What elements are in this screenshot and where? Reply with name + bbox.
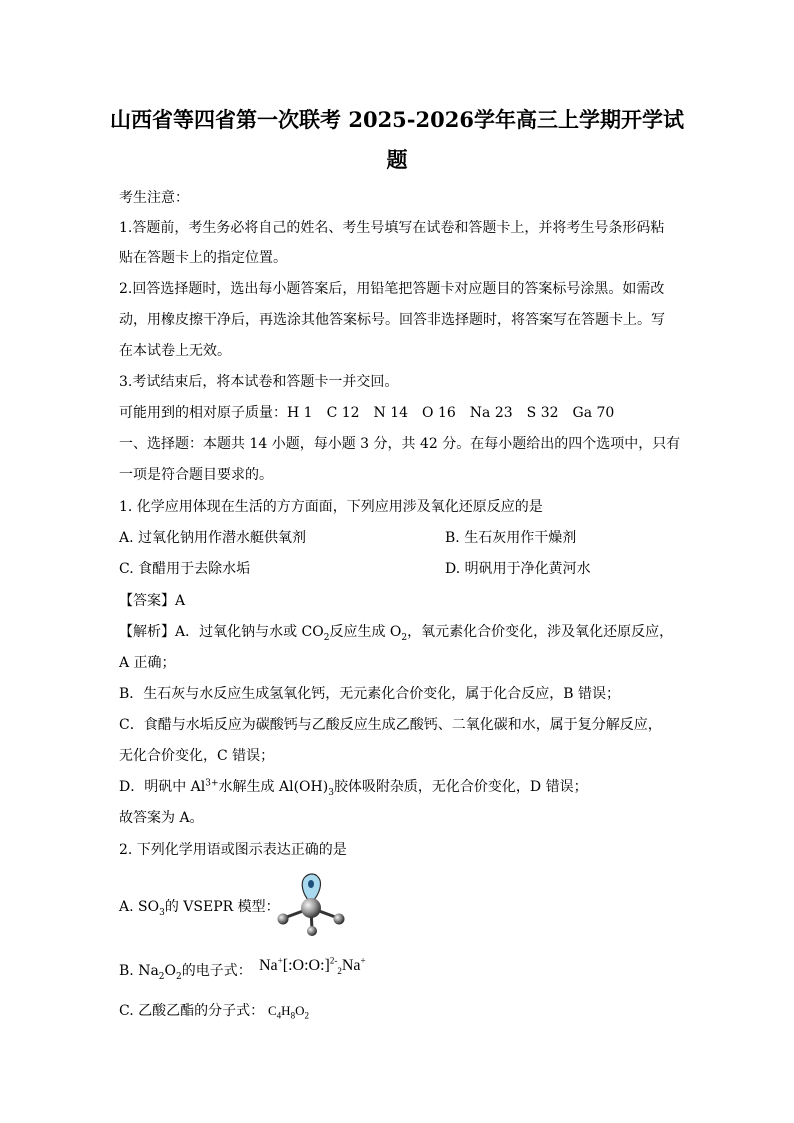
q2-b-sub1: 2 (158, 971, 165, 982)
expl-d-sup: 3+ (205, 778, 219, 789)
exam-title-line2: 题 (386, 147, 408, 172)
f-h: H (281, 1003, 291, 1018)
notice-item-1b: 贴在答题卡上的指定位置。 (119, 250, 287, 266)
na-right-charge: + (360, 955, 366, 966)
q1-stem: 1. 化学应用体现在生活的方方面面，下列应用涉及氧化还原反应的是 (119, 499, 543, 515)
q2-stem: 2. 下列化学用语或图示表达正确的是 (119, 842, 347, 858)
expl-a-sub1: 2 (323, 632, 330, 643)
q2-b-mid: O (164, 963, 177, 979)
bracket-open: [ (282, 957, 289, 974)
expl-a-post: ，氧元素化合价变化，涉及氧化还原反应， (407, 624, 674, 640)
section1-intro-b: 一项是符合题目要求的。 (119, 467, 273, 483)
q1-option-b: B. 生石灰用作干燥剂 (445, 530, 577, 546)
q1-explanation-c2: 无化合价变化，C 错误； (119, 748, 275, 764)
notice-item-2a: 2.回答选择题时，选出每小题答案后，用铅笔把答题卡对应题目的答案标号涂黑。如需改 (119, 281, 665, 297)
na-left: Na (259, 957, 278, 974)
q2-b-sub2: 2 (176, 971, 182, 982)
f-c-sub: 4 (276, 1010, 282, 1021)
expl-d-pre: D．明矾中 Al (119, 779, 206, 795)
section1-intro-a: 一、选择题：本题共 14 小题，每小题 3 分，共 42 分。在每小题给出的四个选项中，只有 (119, 436, 681, 452)
f-o: O (295, 1003, 305, 1018)
q1-answer: 【答案】A (119, 593, 186, 609)
bracket-close: ] (324, 957, 330, 974)
q2-b-post: 的电子式： (181, 963, 252, 979)
q1-option-c: C. 食醋用于去除水垢 (119, 561, 251, 577)
expl-a-mid: 反应生成 O (329, 624, 402, 640)
peroxide-charge: 2- (329, 955, 338, 966)
na-left-charge: + (277, 955, 283, 966)
q1-explanation-a2: A 正确； (119, 655, 176, 671)
f-c: C (268, 1003, 277, 1018)
q1-explanation-d (119, 777, 588, 797)
peroxide-count: 2 (337, 966, 342, 977)
f-h-sub: 8 (290, 1010, 296, 1021)
q2-option-b (119, 961, 252, 981)
q1-explanation-c1: C．食醋与水垢反应为碳酸钙与乙酸反应生成乙酸钙、二氧化碳和水，属于复分解反应， (119, 717, 662, 733)
expl-d-sub: 3 (328, 787, 334, 798)
peroxide-core: :O:O: (288, 957, 325, 974)
atomic-masses: 可能用到的相对原子质量：H 1 C 12 N 14 O 16 Na 23 S 32 Ga 70 (119, 405, 615, 421)
q2-option-c: C. 乙酸乙酯的分子式： (119, 1003, 265, 1019)
q2-b-pre: B. Na (119, 963, 159, 979)
expl-a-sub2: 2 (401, 632, 408, 643)
q2-a-post: 的 VSEPR 模型： (164, 899, 280, 915)
q1-explanation-b: B．生石灰与水反应生成氢氧化钙，无元素化合价变化，属于化合反应，B 错误； (119, 686, 621, 702)
q1-option-d: D. 明矾用于净化黄河水 (445, 561, 591, 577)
vsepr-model-image (272, 872, 352, 936)
notice-heading: 考生注意： (119, 190, 189, 206)
f-o-sub: 2 (304, 1010, 309, 1021)
q2-a-pre: A. SO (119, 899, 160, 915)
q2-a-sub: 3 (159, 907, 165, 918)
notice-item-2c: 在本试卷上无效。 (119, 343, 231, 359)
expl-a-pre: 【解析】A．过氧化钠与水或 CO (119, 624, 324, 640)
notice-item-1a: 1.答题前，考生务必将自己的姓名、考生号填写在试卷和答题卡上，并将考生号条形码粘 (119, 220, 665, 236)
q1-explanation-a (119, 622, 673, 642)
expl-d-mid: 水解生成 Al(OH) (218, 779, 329, 795)
q1-conclusion: 故答案为 A。 (119, 810, 204, 826)
na2o2-electron-formula (259, 954, 366, 978)
q2-option-a (119, 897, 280, 917)
notice-item-3: 3.考试结束后，将本试卷和答题卡一并交回。 (119, 374, 399, 390)
expl-d-post: 胶体吸附杂质，无化合价变化，D 错误； (333, 779, 588, 795)
notice-item-2b: 动，用橡皮擦干净后，再选涂其他答案标号。回答非选择题时，将答案写在答题卡上。写 (119, 312, 665, 328)
ethyl-acetate-formula (268, 1001, 309, 1021)
q1-option-a: A. 过氧化钠用作潜水艇供氧剂 (119, 530, 307, 546)
exam-title-line1: 山西省等四省第一次联考 2025-2026学年高三上学期开学试 (110, 107, 684, 132)
na-right: Na (341, 957, 361, 974)
